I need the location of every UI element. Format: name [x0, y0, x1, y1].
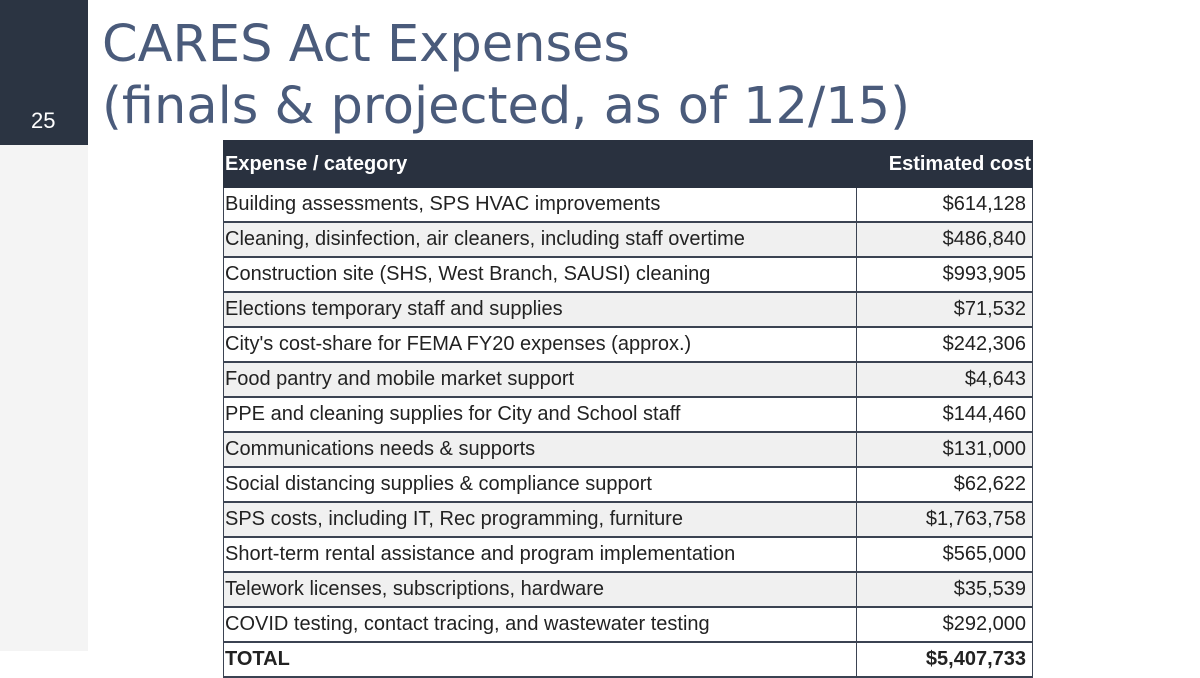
table-row: [224, 292, 1033, 327]
table-row: [224, 257, 1033, 292]
slide-title-line-1: CARES Act Expenses: [102, 15, 630, 74]
row-cost: $292,000: [857, 607, 1033, 642]
row-category: Building assessments, SPS HVAC improvements: [224, 188, 857, 223]
row-category: Construction site (SHS, West Branch, SAUSI) cleaning: [224, 257, 857, 292]
slide-title: [102, 14, 910, 138]
table-row: [224, 222, 1033, 257]
row-category: Cleaning, disinfection, air cleaners, including staff overtime: [224, 222, 857, 257]
table-row: [224, 432, 1033, 467]
row-cost: $144,460: [857, 397, 1033, 432]
row-cost: $614,128: [857, 188, 1033, 223]
table-row: [224, 607, 1033, 642]
row-cost: $486,840: [857, 222, 1033, 257]
slide-title-line-2: (finals & projected, as of 12/15): [102, 77, 910, 136]
row-cost: $35,539: [857, 572, 1033, 607]
row-category: City's cost-share for FEMA FY20 expenses (approx.): [224, 327, 857, 362]
row-cost: $62,622: [857, 467, 1033, 502]
row-category: Food pantry and mobile market support: [224, 362, 857, 397]
slide-number: 25: [31, 108, 56, 133]
table-row: [224, 467, 1033, 502]
table-row: [224, 572, 1033, 607]
row-category: PPE and cleaning supplies for City and School staff: [224, 397, 857, 432]
table-header-row: [224, 141, 1033, 188]
row-cost: $242,306: [857, 327, 1033, 362]
expenses-table: [223, 140, 1033, 678]
row-category: Short-term rental assistance and program implementation: [224, 537, 857, 572]
table-row: [224, 397, 1033, 432]
row-category: Communications needs & supports: [224, 432, 857, 467]
row-cost: $131,000: [857, 432, 1033, 467]
row-category: Telework licenses, subscriptions, hardware: [224, 572, 857, 607]
table-row: [224, 362, 1033, 397]
slide-number-box: [0, 0, 88, 145]
row-cost: $565,000: [857, 537, 1033, 572]
row-cost: $4,643: [857, 362, 1033, 397]
row-category: Elections temporary staff and supplies: [224, 292, 857, 327]
total-label: TOTAL: [224, 642, 857, 677]
table-row: [224, 537, 1033, 572]
row-category: Social distancing supplies & compliance support: [224, 467, 857, 502]
table-total-row: [224, 642, 1033, 677]
total-cost: $5,407,733: [857, 642, 1033, 677]
row-cost: $1,763,758: [857, 502, 1033, 537]
row-cost: $993,905: [857, 257, 1033, 292]
row-category: COVID testing, contact tracing, and wastewater testing: [224, 607, 857, 642]
column-header-category: Expense / category: [224, 141, 857, 188]
table-row: [224, 327, 1033, 362]
row-cost: $71,532: [857, 292, 1033, 327]
table-row: [224, 188, 1033, 223]
row-category: SPS costs, including IT, Rec programming, furniture: [224, 502, 857, 537]
column-header-cost: Estimated cost: [857, 141, 1033, 188]
table-row: [224, 502, 1033, 537]
